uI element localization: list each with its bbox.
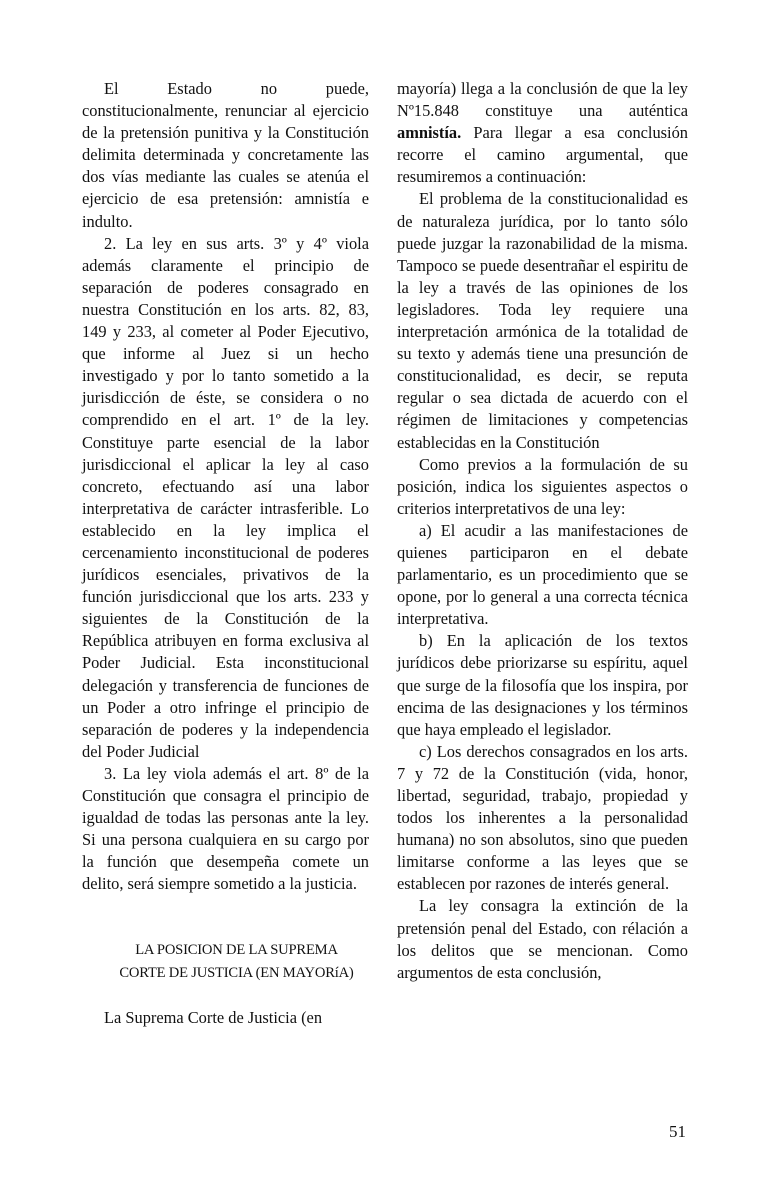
heading-line: CORTE DE JUSTICIA (EN MAYORíA) xyxy=(119,965,354,982)
paragraph: a) El acudir a las manifestaciones de quienes participaron en el debate parlamentario, es un procedimiento que se opone, por lo general a una correcta técnica interpretativa. xyxy=(397,520,688,629)
paragraph: La ley consagra la extinción de la pretensión penal del Estado, con rélación a los delitos que se mencionan. Como argumentos de esta conclusión, xyxy=(397,896,688,982)
paragraph: b) En la aplicación de los textos jurídicos debe priorizarse su espíritu, aquel que surge de la filosofía que los inspira, por encima de las designaciones y los términos que haya empleado el legislador. xyxy=(397,631,688,739)
section-heading xyxy=(82,939,369,985)
bold-term: amnistía. xyxy=(397,123,462,143)
heading-line: LA POSICION DE LA SUPREMA xyxy=(135,942,338,959)
paragraph: 2. La ley en sus arts. 3º y 4º viola además claramente el principio de separación de poderes consagrado en nuestra Constitución en los arts. 82, 83, 149 y 233, al cometer al Poder Ejecutivo, que informe al Juez si un hecho investigado y por lo tanto sometido a la jurisdicción de éste, se considera o no comprendido en el art. 1º de la ley. Constituye parte esencial de la labor jurisdiccional el aplicar la ley al caso concreto, efectuando así una labor interpretativa de carácter intrasferible. Lo establecido en la ley implica el cercenamiento inconstitucional de poderes jurídicos esenciales, privativos de la función jurisdiccional que los arts. 233 y siguientes de la Constitución de la República atribuyen en forma exclusiva al Poder Judicial. Esta inconstitucional delegación y transferencia de funciones de un Poder a otro infringe el principio de separación de poderes y la independencia del Poder Judicial xyxy=(82,233,369,761)
paragraph: El problema de la constitucionalidad es de naturaleza jurídica, por lo tanto sólo puede juzgar la razonabilidad de la misma. Tampoco se puede desentrañar el espiritu de la ley a través de las opiniones de los legisladores. Toda ley requiere una interpretación armónica de la totalidad de su texto y además tiene una presunción de constitucionalidad, es decir, se reputa regular o sea dictada de acuerdo con el régimen de limitaciones y competencias establecidas en la Constitución xyxy=(397,189,688,452)
page-number: 51 xyxy=(669,1122,686,1141)
paragraph: El Estado no puede, constitucionalmente, renunciar al ejercicio de la pretensión punitiva y la Constitución delimita determinada y concretamente las dos vías mediante las cuales se atenúa el ejercicio de esa pretensión: amnistía e indulto. xyxy=(82,79,369,231)
left-column xyxy=(82,78,369,1030)
right-column xyxy=(397,78,688,984)
text-span: Para llegar a esa conclusión recorre el camino argumental, que resumiremos a continuación: xyxy=(397,123,688,187)
paragraph: 3. La ley viola además el art. 8º de la Constitución que consagra el principio de igualdad de todas las personas ante la ley. Si una persona cualquiera en su cargo por la función que desempeña comete un delito, será siempre sometido a la justicia. xyxy=(82,763,369,894)
paragraph: c) Los derechos consagrados en los arts. 7 y 72 de la Constitución (vida, honor, libertad, seguridad, trabajo, propiedad y todos los inherentes a la personalidad humana) no son absolutos, sino que pueden limitarse conforme a las leyes que se establecen por razones de interés general. xyxy=(397,741,688,894)
paragraph xyxy=(397,78,688,188)
paragraph: Como previos a la formulación de su posición, indica los siguientes aspectos o criterios interpretativos de una ley: xyxy=(397,454,688,518)
text-span: mayoría) llega a la conclusión de que la ley Nº15.848 constituye una auténtica xyxy=(397,79,688,121)
paragraph: La Suprema Corte de Justicia (en xyxy=(104,1008,323,1028)
